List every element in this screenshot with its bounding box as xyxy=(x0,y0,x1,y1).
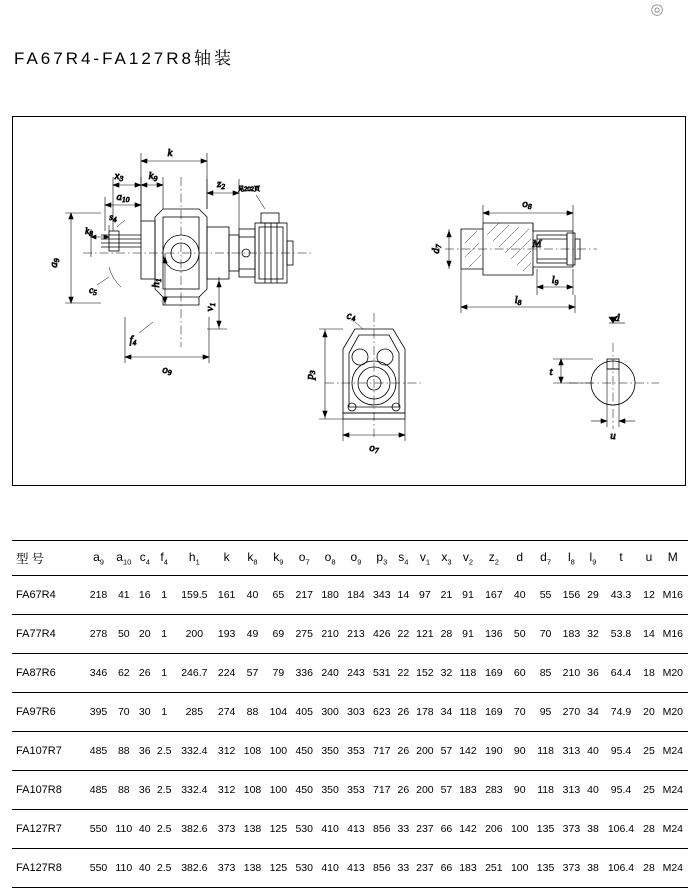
cell-M: M16 xyxy=(658,576,688,615)
cell-l9: 36 xyxy=(584,654,601,693)
dim-d-label: d xyxy=(614,312,620,324)
cell-M: M20 xyxy=(658,654,688,693)
cell-p3: 856 xyxy=(369,849,395,888)
dim-s4-label: $s_4$ xyxy=(109,212,117,224)
col-header-k9: $k_9$ xyxy=(265,541,291,576)
cell-M: M24 xyxy=(658,810,688,849)
cell-p3: 343 xyxy=(369,576,395,615)
cell-l9: 38 xyxy=(584,810,601,849)
cell-p3: 623 xyxy=(369,693,395,732)
cell-k9: 65 xyxy=(265,576,291,615)
cell-k: 274 xyxy=(214,693,240,732)
cell-v1: 152 xyxy=(412,654,438,693)
cell-a9: 485 xyxy=(86,732,112,771)
cell-o8: 350 xyxy=(317,771,343,810)
col-header-v2: $v_2$ xyxy=(455,541,481,576)
dim-l9-label: l9 xyxy=(551,274,559,287)
table-row xyxy=(12,615,688,654)
cell-a10: 41 xyxy=(111,576,136,615)
cell-k: 373 xyxy=(214,810,240,849)
cell-v1: 237 xyxy=(412,810,438,849)
technical-drawing-frame xyxy=(12,116,686,486)
cell-h1: 200 xyxy=(175,615,214,654)
cell-u: 20 xyxy=(640,693,657,732)
cell-o8: 180 xyxy=(317,576,343,615)
cell-x3: 32 xyxy=(438,654,455,693)
cell-v1: 200 xyxy=(412,732,438,771)
cell-f4: 1 xyxy=(153,654,175,693)
technical-drawing xyxy=(13,117,685,485)
cell-u: 18 xyxy=(640,654,657,693)
cell-o7: 450 xyxy=(291,771,317,810)
dim-f4-label: f4 xyxy=(129,334,137,347)
cell-h1: 382.6 xyxy=(175,810,214,849)
col-header-h1: $h_1$ xyxy=(175,541,214,576)
page-logo-icon: ◎ xyxy=(650,1,664,18)
cell-a10: 88 xyxy=(111,732,136,771)
col-header-o9: $o_9$ xyxy=(343,541,369,576)
dim-k-label: k xyxy=(167,147,173,159)
cell-d7: 85 xyxy=(533,654,559,693)
cell-v1: 237 xyxy=(412,849,438,888)
cell-f4: 2.5 xyxy=(153,771,175,810)
cell-a9: 485 xyxy=(86,771,112,810)
spec-table xyxy=(12,540,688,888)
dim-c5-label: $c_5$ xyxy=(89,285,97,297)
cell-l8: 210 xyxy=(559,654,585,693)
cell-l8: 270 xyxy=(559,693,585,732)
dim-c4-label: c4 xyxy=(346,310,356,323)
cell-d7: 135 xyxy=(533,849,559,888)
cell-d: 40 xyxy=(507,576,533,615)
dim-x3-label: x3 xyxy=(114,170,124,183)
cell-k9: 104 xyxy=(265,693,291,732)
cell-h1: 332.4 xyxy=(175,732,214,771)
cell-o7: 217 xyxy=(291,576,317,615)
cell-h1: 159.5 xyxy=(175,576,214,615)
cell-l8: 183 xyxy=(559,615,585,654)
cell-o9: 353 xyxy=(343,771,369,810)
cell-u: 14 xyxy=(640,615,657,654)
cell-f4: 2.5 xyxy=(153,732,175,771)
cell-l9: 34 xyxy=(584,693,601,732)
cell-o8: 210 xyxy=(317,615,343,654)
cell-a9: 550 xyxy=(86,810,112,849)
col-header-o7: $o_7$ xyxy=(291,541,317,576)
cell-s4: 33 xyxy=(395,849,412,888)
cell-l8: 313 xyxy=(559,732,585,771)
cell-l9: 40 xyxy=(584,771,601,810)
cell-l9: 32 xyxy=(584,615,601,654)
cell-d7: 118 xyxy=(533,732,559,771)
cell-v2: 118 xyxy=(455,654,481,693)
cell-d: 70 xyxy=(507,693,533,732)
cell-u: 12 xyxy=(640,576,657,615)
cell-v1: 178 xyxy=(412,693,438,732)
dim-m-label: M xyxy=(532,238,542,250)
cell-o9: 213 xyxy=(343,615,369,654)
cell-p3: 856 xyxy=(369,810,395,849)
table-row xyxy=(12,576,688,615)
cell-h1: 246.7 xyxy=(175,654,214,693)
cell-o8: 410 xyxy=(317,849,343,888)
col-header-c4: $c_4$ xyxy=(136,541,153,576)
cell-s4: 14 xyxy=(395,576,412,615)
col-header-a9: $a_9$ xyxy=(86,541,112,576)
cell-f4: 1 xyxy=(153,693,175,732)
cell-model: FA77R4 xyxy=(12,615,86,654)
cell-o7: 275 xyxy=(291,615,317,654)
cell-M: M16 xyxy=(658,615,688,654)
cell-l9: 38 xyxy=(584,849,601,888)
cell-M: M24 xyxy=(658,849,688,888)
cell-d7: 118 xyxy=(533,771,559,810)
cell-l8: 373 xyxy=(559,849,585,888)
cell-model: FA97R6 xyxy=(12,693,86,732)
cell-t: 106.4 xyxy=(602,849,641,888)
cell-z2: 206 xyxy=(481,810,507,849)
cell-z2: 283 xyxy=(481,771,507,810)
cell-s4: 22 xyxy=(395,615,412,654)
cell-t: 95.4 xyxy=(602,732,641,771)
cell-s4: 22 xyxy=(395,654,412,693)
cell-t: 43.3 xyxy=(602,576,641,615)
cell-a9: 346 xyxy=(86,654,112,693)
cell-o7: 336 xyxy=(291,654,317,693)
cell-k: 373 xyxy=(214,849,240,888)
cell-c4: 20 xyxy=(136,615,153,654)
dim-o9-label: o9 xyxy=(162,364,172,377)
dim-o8-label: o8 xyxy=(522,198,532,211)
cell-k8: 57 xyxy=(240,654,266,693)
table-row xyxy=(12,732,688,771)
cell-k9: 125 xyxy=(265,810,291,849)
cell-p3: 531 xyxy=(369,654,395,693)
cell-d7: 135 xyxy=(533,810,559,849)
dim-a9-label: a9 xyxy=(48,258,61,268)
cell-d: 100 xyxy=(507,810,533,849)
col-header-l8: $l_8$ xyxy=(559,541,585,576)
cell-t: 64.4 xyxy=(602,654,641,693)
cell-model: FA127R8 xyxy=(12,849,86,888)
cell-o8: 410 xyxy=(317,810,343,849)
cell-k9: 100 xyxy=(265,771,291,810)
cell-o9: 353 xyxy=(343,732,369,771)
cell-k8: 49 xyxy=(240,615,266,654)
cell-a10: 50 xyxy=(111,615,136,654)
cell-k8: 108 xyxy=(240,771,266,810)
cell-v2: 183 xyxy=(455,771,481,810)
cell-c4: 36 xyxy=(136,771,153,810)
cell-t: 53.8 xyxy=(602,615,641,654)
cell-k: 161 xyxy=(214,576,240,615)
col-header-l9: $l_9$ xyxy=(584,541,601,576)
cell-k9: 69 xyxy=(265,615,291,654)
cell-k8: 108 xyxy=(240,732,266,771)
cell-o7: 450 xyxy=(291,732,317,771)
cell-d: 50 xyxy=(507,615,533,654)
cell-k: 193 xyxy=(214,615,240,654)
col-header-a10: $a_{10}$ xyxy=(111,541,136,576)
cell-a10: 88 xyxy=(111,771,136,810)
cell-x3: 57 xyxy=(438,771,455,810)
dim-k9-label: k9 xyxy=(148,170,158,183)
cell-o8: 350 xyxy=(317,732,343,771)
cell-v1: 121 xyxy=(412,615,438,654)
col-header-k8: $k_8$ xyxy=(240,541,266,576)
cell-f4: 1 xyxy=(153,615,175,654)
cell-l9: 29 xyxy=(584,576,601,615)
cell-c4: 40 xyxy=(136,810,153,849)
table-row xyxy=(12,693,688,732)
col-header-f4: $f_4$ xyxy=(153,541,175,576)
col-header-z2: $z_2$ xyxy=(481,541,507,576)
cell-v1: 200 xyxy=(412,771,438,810)
cell-x3: 28 xyxy=(438,615,455,654)
col-header-s4: $s_4$ xyxy=(395,541,412,576)
cell-a9: 395 xyxy=(86,693,112,732)
cell-z2: 169 xyxy=(481,693,507,732)
dim-p3-label: p3 xyxy=(304,370,317,380)
table-row xyxy=(12,810,688,849)
col-header-u: u xyxy=(640,541,657,576)
cell-k8: 40 xyxy=(240,576,266,615)
cell-l9: 40 xyxy=(584,732,601,771)
col-header-p3: $p_3$ xyxy=(369,541,395,576)
cell-u: 28 xyxy=(640,849,657,888)
cell-v2: 118 xyxy=(455,693,481,732)
cell-model: FA127R7 xyxy=(12,810,86,849)
cell-x3: 21 xyxy=(438,576,455,615)
dim-h1-label: h1 xyxy=(150,278,163,288)
cell-a10: 110 xyxy=(111,810,136,849)
cell-k: 224 xyxy=(214,654,240,693)
cell-c4: 16 xyxy=(136,576,153,615)
cell-x3: 66 xyxy=(438,849,455,888)
cell-a9: 218 xyxy=(86,576,112,615)
cell-s4: 26 xyxy=(395,693,412,732)
cell-c4: 26 xyxy=(136,654,153,693)
dim-u-label: u xyxy=(610,430,616,442)
cell-M: M24 xyxy=(658,732,688,771)
table-row xyxy=(12,849,688,888)
table-header-row xyxy=(12,541,688,576)
cell-d: 90 xyxy=(507,732,533,771)
cell-d7: 70 xyxy=(533,615,559,654)
cell-f4: 2.5 xyxy=(153,849,175,888)
cell-a10: 110 xyxy=(111,849,136,888)
top-strip xyxy=(0,0,698,22)
col-header-v1: $v_1$ xyxy=(412,541,438,576)
cell-d7: 95 xyxy=(533,693,559,732)
dim-o7-label: o7 xyxy=(369,442,379,455)
cell-c4: 40 xyxy=(136,849,153,888)
cell-z2: 136 xyxy=(481,615,507,654)
cell-model: FA67R4 xyxy=(12,576,86,615)
cell-t: 74.9 xyxy=(602,693,641,732)
cell-k9: 100 xyxy=(265,732,291,771)
cell-h1: 382.6 xyxy=(175,849,214,888)
col-header-d: d xyxy=(507,541,533,576)
cell-v2: 91 xyxy=(455,576,481,615)
cell-k9: 79 xyxy=(265,654,291,693)
cell-o8: 300 xyxy=(317,693,343,732)
cell-z2: 190 xyxy=(481,732,507,771)
cell-s4: 26 xyxy=(395,771,412,810)
cell-v2: 142 xyxy=(455,810,481,849)
cell-a9: 278 xyxy=(86,615,112,654)
cell-u: 25 xyxy=(640,771,657,810)
cell-model: FA87R6 xyxy=(12,654,86,693)
dim-l8-label: l8 xyxy=(514,294,522,307)
cell-t: 106.4 xyxy=(602,810,641,849)
dim-v1-label: v1 xyxy=(204,302,217,312)
cell-model: FA107R8 xyxy=(12,771,86,810)
cell-x3: 34 xyxy=(438,693,455,732)
cell-a10: 62 xyxy=(111,654,136,693)
cell-x3: 66 xyxy=(438,810,455,849)
dim-z2-label: z2 xyxy=(216,178,226,191)
col-header-x3: $x_3$ xyxy=(438,541,455,576)
cell-v2: 91 xyxy=(455,615,481,654)
page-title: FA67R4-FA127R8轴装 xyxy=(14,49,234,68)
cell-l8: 373 xyxy=(559,810,585,849)
cell-v2: 183 xyxy=(455,849,481,888)
dim-k8-label: $k_8$ xyxy=(85,226,93,238)
cell-u: 28 xyxy=(640,810,657,849)
col-header-M: M xyxy=(658,541,688,576)
cell-z2: 169 xyxy=(481,654,507,693)
cell-p3: 717 xyxy=(369,732,395,771)
cell-k: 312 xyxy=(214,732,240,771)
col-header-d7: $d_7$ xyxy=(533,541,559,576)
cell-h1: 285 xyxy=(175,693,214,732)
cell-o7: 530 xyxy=(291,810,317,849)
cell-o7: 530 xyxy=(291,849,317,888)
cell-a10: 70 xyxy=(111,693,136,732)
cell-o9: 413 xyxy=(343,849,369,888)
cell-M: M24 xyxy=(658,771,688,810)
cell-v2: 142 xyxy=(455,732,481,771)
spec-table-container xyxy=(12,540,688,888)
cell-d: 100 xyxy=(507,849,533,888)
cell-model: FA107R7 xyxy=(12,732,86,771)
cell-s4: 33 xyxy=(395,810,412,849)
cell-k9: 125 xyxy=(265,849,291,888)
cell-p3: 717 xyxy=(369,771,395,810)
cell-M: M20 xyxy=(658,693,688,732)
table-row xyxy=(12,654,688,693)
cell-a9: 550 xyxy=(86,849,112,888)
cell-d: 60 xyxy=(507,654,533,693)
cell-p3: 426 xyxy=(369,615,395,654)
dim-t-label: t xyxy=(549,366,553,378)
dim-a10-label: a10 xyxy=(116,191,130,204)
cell-o9: 303 xyxy=(343,693,369,732)
cell-o7: 405 xyxy=(291,693,317,732)
cell-v1: 97 xyxy=(412,576,438,615)
cell-f4: 1 xyxy=(153,576,175,615)
col-header-k: k xyxy=(214,541,240,576)
cell-c4: 36 xyxy=(136,732,153,771)
table-row xyxy=(12,771,688,810)
cell-l8: 156 xyxy=(559,576,585,615)
cell-x3: 57 xyxy=(438,732,455,771)
cell-o8: 240 xyxy=(317,654,343,693)
col-header-o8: $o_8$ xyxy=(317,541,343,576)
cell-s4: 26 xyxy=(395,732,412,771)
cell-h1: 332.4 xyxy=(175,771,214,810)
cell-k8: 138 xyxy=(240,849,266,888)
cell-k8: 88 xyxy=(240,693,266,732)
cell-k8: 138 xyxy=(240,810,266,849)
cell-t: 95.4 xyxy=(602,771,641,810)
cell-u: 25 xyxy=(640,732,657,771)
cell-d7: 55 xyxy=(533,576,559,615)
cell-l8: 313 xyxy=(559,771,585,810)
cell-z2: 167 xyxy=(481,576,507,615)
col-header-t: t xyxy=(602,541,641,576)
table-body xyxy=(12,576,688,888)
dim-d7-label: d7 xyxy=(430,244,443,254)
cell-o9: 413 xyxy=(343,810,369,849)
cell-k: 312 xyxy=(214,771,240,810)
cell-o9: 243 xyxy=(343,654,369,693)
cell-d: 90 xyxy=(507,771,533,810)
cell-o9: 184 xyxy=(343,576,369,615)
cell-f4: 2.5 xyxy=(153,810,175,849)
drawing-note-label: 见202页 xyxy=(237,187,261,193)
cell-c4: 30 xyxy=(136,693,153,732)
cell-z2: 251 xyxy=(481,849,507,888)
col-header-model: 型号 xyxy=(12,541,86,576)
